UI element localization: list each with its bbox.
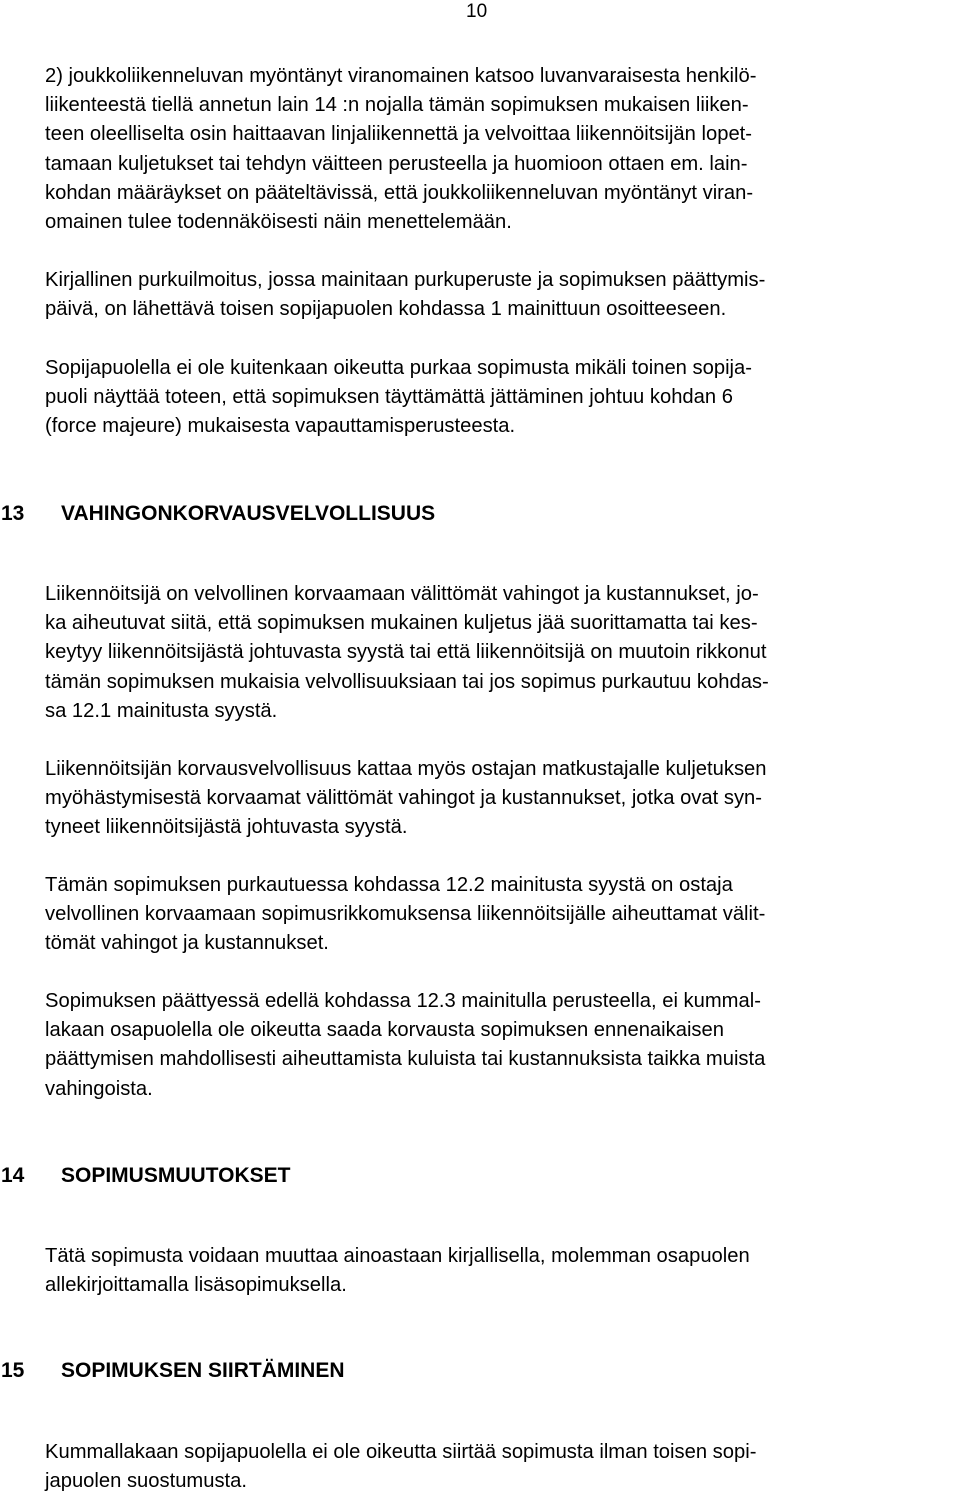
section-heading-15: [0, 1357, 345, 1385]
section-heading-13: [0, 500, 435, 528]
paragraph-amendments: Tätä sopimusta voidaan muuttaa ainoastaan kirjallisella, molemman osapuolen allekirjoittamalla lisäsopimuksella.: [45, 1245, 750, 1297]
paragraph-termination-condition: 2) joukkoliikenneluvan myöntänyt viranomainen katsoo luvanvaraisesta henkilö- liikenteestä tiellä annetun lain 14 :n nojalla tämän sopimuksen mukaisen liiken- teen oleelliselta osin haittaavan linjaliikennettä ja velvoittaa liikennöitsijän lopet- tamaan kuljetukset tai tehdyn väitteen perusteella ja huomioon ottaen em. lain- kohdan määräykset on pääteltävissä, että joukkoliikenneluvan myöntänyt viran- omainen tulee todennäköisesti näin menettelemään.: [45, 65, 757, 234]
paragraph-termination-notice: Kirjallinen purkuilmoitus, jossa mainitaan purkuperuste ja sopimuksen päättymis- päivä, on lähettävä toisen sopijapuolen kohdassa 1 mainittuun osoitteeseen.: [45, 269, 766, 321]
paragraph-liability-3: Tämän sopimuksen purkautuessa kohdassa 12.2 mainitusta syystä on ostaja velvollinen korvaamaan sopimusrikkomuksensa liikennöitsijälle aiheuttamat välit- tömät vahingot ja kustannukset.: [45, 874, 766, 955]
section-number: 14: [1, 1164, 25, 1187]
paragraph-force-majeure: Sopijapuolella ei ole kuitenkaan oikeutta purkaa sopimusta mikäli toinen sopija- puoli näyttää toteen, että sopimuksen täyttämättä jättäminen johtuu kohdan 6 (force majeure) mukaisesta vapauttamisperusteesta.: [45, 357, 752, 438]
paragraph-liability-4: Sopimuksen päättyessä edellä kohdassa 12.3 mainitulla perusteella, ei kummal- lakaan osapuolella ole oikeutta saada korvausta sopimuksen ennenaikaisen päättymisen mahdollisesti aiheuttamista kuluista tai kustannuksista taikka muista vahingoista.: [45, 990, 766, 1100]
paragraph-liability-1: Liikennöitsijä on velvollinen korvaamaan välittömät vahingot ja kustannukset, jo- ka aiheutuvat siitä, että sopimuksen mukainen kuljetus jää suorittamatta tai kes- keytyy liikennöitsijästä johtuvasta syystä tai että liikennöitsijä on muutoin rikkonut tämän sopimuksen mukaisia velvollisuuksiaan tai jos sopimus purkautuu kohdas- sa 12.1 mainitusta syystä.: [45, 583, 769, 722]
section-number: 15: [1, 1359, 25, 1382]
section-heading-14: [0, 1162, 290, 1190]
section-title: SOPIMUKSEN SIIRTÄMINEN: [61, 1359, 345, 1382]
section-number: 13: [1, 502, 25, 525]
page-number: 10: [466, 1, 488, 22]
section-title: SOPIMUSMUUTOKSET: [61, 1164, 291, 1187]
section-title: VAHINGONKORVAUSVELVOLLISUUS: [61, 502, 436, 525]
paragraph-assignment: Kummallakaan sopijapuolella ei ole oikeutta siirtää sopimusta ilman toisen sopi- japuolen suostumusta.: [45, 1441, 757, 1493]
paragraph-liability-2: Liikennöitsijän korvausvelvollisuus kattaa myös ostajan matkustajalle kuljetuksen myöhästymisestä korvaamat välittömät vahingot ja kustannukset, jotka ovat syn- tyneet liikennöitsijästä johtuvasta syystä.: [45, 758, 767, 839]
